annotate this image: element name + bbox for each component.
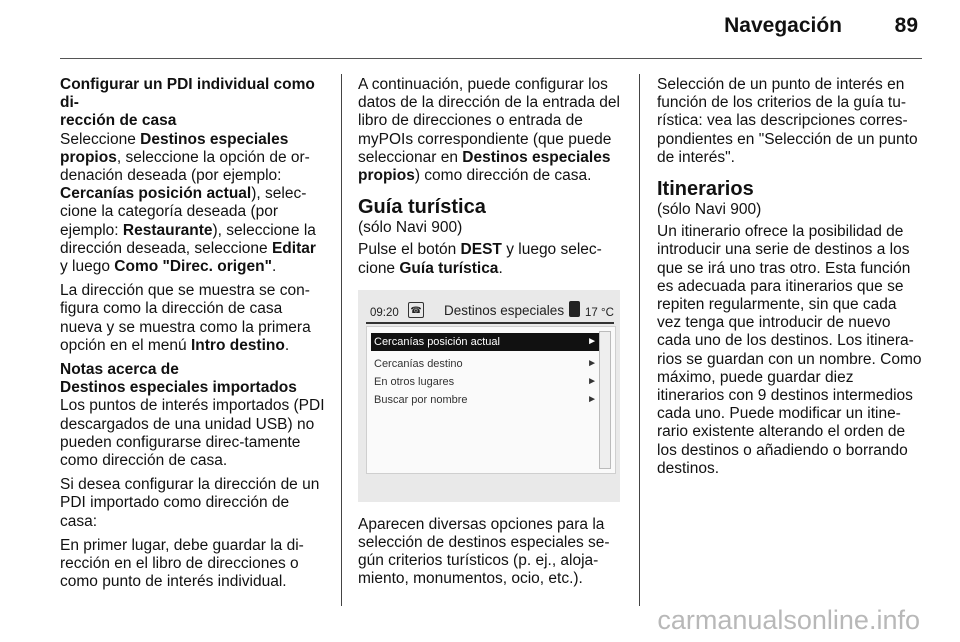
text-run: Seleccione [60, 130, 141, 148]
clock-time: 09:20 [370, 306, 399, 319]
navigation-icon: ☎ [408, 302, 424, 318]
menu-item-label: Buscar por nombre [374, 393, 468, 406]
paragraph: Aparecen diversas opciones para la selección de destinos especiales se-gún criterios turísticos (p. ej., aloja-miento, monumentos, ocio, etc.). [358, 515, 610, 588]
menu-item-label: Cercanías destino [374, 357, 463, 370]
heading-line: Notas acerca de [60, 361, 179, 379]
paragraph: Si desea configurar la dirección de un PDI importado como dirección de casa: [60, 476, 320, 530]
menu-item-label: Cercanías posición actual [374, 335, 500, 348]
text-run: ) como dirección de casa. [414, 167, 592, 185]
availability-note: (sólo Navi 900) [358, 219, 463, 237]
paragraph [60, 131, 325, 277]
column-2 [358, 76, 624, 595]
text-run: Pulse el botón [358, 241, 461, 259]
paragraph [358, 76, 624, 185]
menu-item-nearby-current[interactable] [371, 333, 600, 351]
section-heading-poi-home [60, 76, 325, 131]
header-rule [60, 58, 922, 59]
bold-term: Como "Direc. origen" [114, 258, 272, 276]
bold-term: Editar [271, 239, 316, 257]
paragraph: Selección de un punto de interés en función de los criterios de la guía tu-rística: vea las descripciones corres-pondientes en "Selección de un punto de interés". [657, 76, 918, 166]
heading-line: rección de casa [60, 112, 177, 130]
menu-item-other-places[interactable] [371, 373, 600, 391]
bold-term: Guía turística [399, 259, 499, 277]
text-run: . [284, 336, 290, 354]
temperature: 17 °C [585, 306, 614, 319]
paragraph: Los puntos de interés importados (PDI descargados de una unidad USB) no pueden configurarse direc-tamente como dirección de casa. [60, 397, 325, 470]
text-run: y luego [60, 258, 115, 276]
text-run: ), selec-cione la categoría deseada (por ejemplo: [60, 185, 307, 239]
text-run: . [271, 258, 277, 276]
bold-term: DEST [460, 241, 502, 259]
chevron-right-icon: ► [587, 375, 597, 387]
menu-item-nearby-destination[interactable] [371, 355, 600, 373]
heading-line: Configurar un PDI individual como di- [60, 76, 315, 112]
column-divider-1 [341, 74, 342, 606]
section-heading-itineraries: Itinerarios [657, 178, 754, 201]
text-run: . [498, 259, 503, 277]
paragraph [60, 282, 325, 355]
text-run: ), seleccione la dirección deseada, seleccione [60, 221, 316, 257]
bold-term: Cercanías posición actual [60, 185, 252, 203]
page-number: 89 [894, 14, 918, 37]
column-divider-2 [639, 74, 640, 606]
bold-term: Intro destino [190, 336, 285, 354]
chevron-right-icon: ► [587, 393, 597, 405]
screen-status-bar [366, 298, 614, 322]
text-run: La dirección que se muestra se con-figura como la dirección de casa nueva y se muestra como la primera opción en el menú [60, 282, 311, 354]
navigation-screen-figure [358, 290, 620, 502]
menu-item-label: En otros lugares [374, 375, 455, 388]
bold-term: Destinos especiales propios [358, 148, 611, 185]
section-heading-imported-poi [60, 361, 325, 397]
status-divider [366, 322, 614, 324]
scrollbar[interactable] [599, 331, 611, 469]
heading-line: Destinos especiales importados [60, 379, 297, 397]
section-heading-tour-guide: Guía turística [358, 196, 486, 219]
column-1 [60, 76, 325, 597]
watermark: carmanualsonline.info [657, 605, 920, 635]
text-run: A continuación, puede configurar los datos de la dirección de la entrada del libro de direcciones o entrada de myPOIs correspondiente (que puede seleccionar en [358, 76, 620, 166]
menu-list [366, 326, 616, 474]
screen-title: Destinos especiales [444, 302, 565, 318]
availability-note: (sólo Navi 900) [657, 201, 762, 219]
column-3 [657, 76, 923, 484]
text-run: , seleccione la opción de or-denación deseada (por ejemplo: [60, 148, 310, 185]
menu-item-search-by-name[interactable] [371, 391, 600, 409]
text-run: y luego selec-cione [358, 241, 602, 277]
header-title: Navegación [724, 14, 842, 37]
paragraph [358, 241, 624, 277]
chevron-right-icon: ► [587, 357, 597, 369]
phone-icon [569, 301, 580, 317]
paragraph: Un itinerario ofrece la posibilidad de introducir una serie de destinos a los que se irá uno tras otro. Esta función es adecuada para itinerarios que se repiten regularmente, sin que cada vez tenga que introducir de nuevo cada uno de los destinos. Los itinera-rios se guardan con un nombre. Como máximo, puede guardar diez itinerarios con 9 destinos intermedios cada uno. Puede modificar un itine-rario existente alterando el orden de los destinos o añadiendo o borrando destinos. [657, 223, 922, 477]
bold-term: Destinos especiales propios [60, 130, 289, 166]
paragraph: En primer lugar, debe guardar la di-rección en el libro de direcciones o como punto de interés individual. [60, 536, 304, 591]
chevron-right-icon: ► [587, 335, 597, 347]
bold-term: Restaurante [122, 221, 213, 239]
